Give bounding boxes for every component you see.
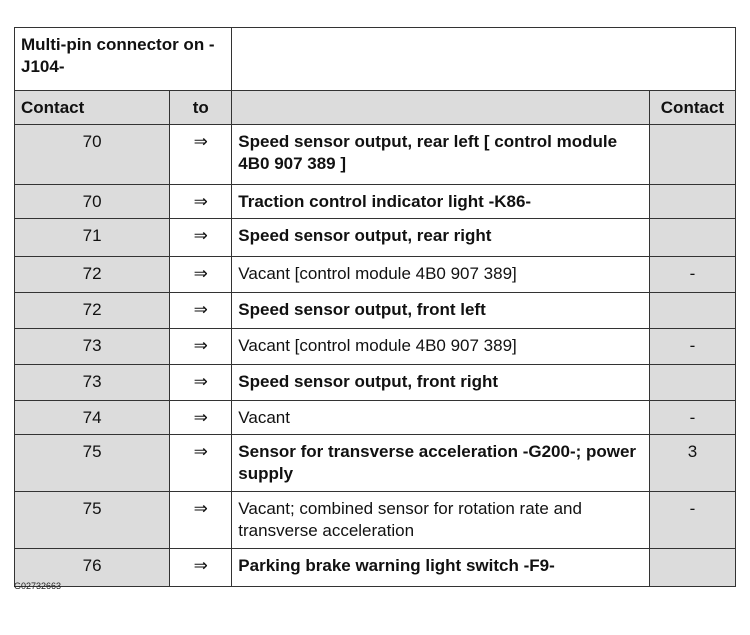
row-description: Parking brake warning light switch -F9- [232, 549, 650, 587]
contact-right [649, 549, 735, 587]
contact-right [649, 125, 735, 185]
contact-right [649, 219, 735, 257]
contact-number: 76 [15, 549, 170, 587]
arrow-icon: ⇒ [170, 365, 232, 401]
arrow-icon: ⇒ [170, 293, 232, 329]
row-description: Vacant; combined sensor for rotation rate and transverse acceleration [232, 492, 650, 549]
row-description: Sensor for transverse acceleration -G200-; power supply [232, 435, 650, 492]
table-row [15, 185, 736, 219]
contact-number: 73 [15, 365, 170, 401]
contact-number: 72 [15, 293, 170, 329]
table-row [15, 293, 736, 329]
row-description: Vacant [control module 4B0 907 389] [232, 329, 650, 365]
table-row [15, 549, 736, 587]
arrow-icon: ⇒ [170, 549, 232, 587]
row-description: Speed sensor output, rear right [232, 219, 650, 257]
arrow-icon: ⇒ [170, 125, 232, 185]
table-row [15, 365, 736, 401]
table-row [15, 125, 736, 185]
row-description: Speed sensor output, rear left [ control module 4B0 907 389 ] [232, 125, 650, 185]
contact-right [649, 185, 735, 219]
figure-id: G02732663 [14, 581, 62, 591]
contact-right: - [649, 401, 735, 435]
contact-number: 74 [15, 401, 170, 435]
arrow-icon: ⇒ [170, 401, 232, 435]
arrow-icon: ⇒ [170, 185, 232, 219]
contact-number: 71 [15, 219, 170, 257]
table-row [15, 435, 736, 492]
contact-right: - [649, 492, 735, 549]
row-description: Speed sensor output, front right [232, 365, 650, 401]
table-row [15, 257, 736, 293]
contact-right: - [649, 257, 735, 293]
contact-right: - [649, 329, 735, 365]
arrow-icon: ⇒ [170, 329, 232, 365]
contact-number: 70 [15, 125, 170, 185]
row-description: Speed sensor output, front left [232, 293, 650, 329]
table-row [15, 492, 736, 549]
contact-right: 3 [649, 435, 735, 492]
contact-number: 75 [15, 492, 170, 549]
header-description [232, 91, 650, 125]
contact-right [649, 293, 735, 329]
row-description: Vacant [control module 4B0 907 389] [232, 257, 650, 293]
contact-number: 75 [15, 435, 170, 492]
header-contact-right: Contact [649, 91, 735, 125]
contact-number: 73 [15, 329, 170, 365]
arrow-icon: ⇒ [170, 435, 232, 492]
table-row [15, 219, 736, 257]
contact-number: 70 [15, 185, 170, 219]
arrow-icon: ⇒ [170, 219, 232, 257]
connector-table [14, 27, 736, 587]
table-row [15, 401, 736, 435]
row-description: Traction control indicator light -K86- [232, 185, 650, 219]
arrow-icon: ⇒ [170, 257, 232, 293]
title-blank-cell [232, 28, 736, 91]
table-title-row [15, 28, 736, 91]
table-title: Multi-pin connector on -J104- [15, 28, 232, 91]
table-row [15, 329, 736, 365]
table-header-row [15, 91, 736, 125]
arrow-icon: ⇒ [170, 492, 232, 549]
contact-number: 72 [15, 257, 170, 293]
row-description: Vacant [232, 401, 650, 435]
contact-right [649, 365, 735, 401]
header-contact-left: Contact [15, 91, 170, 125]
header-to: to [170, 91, 232, 125]
